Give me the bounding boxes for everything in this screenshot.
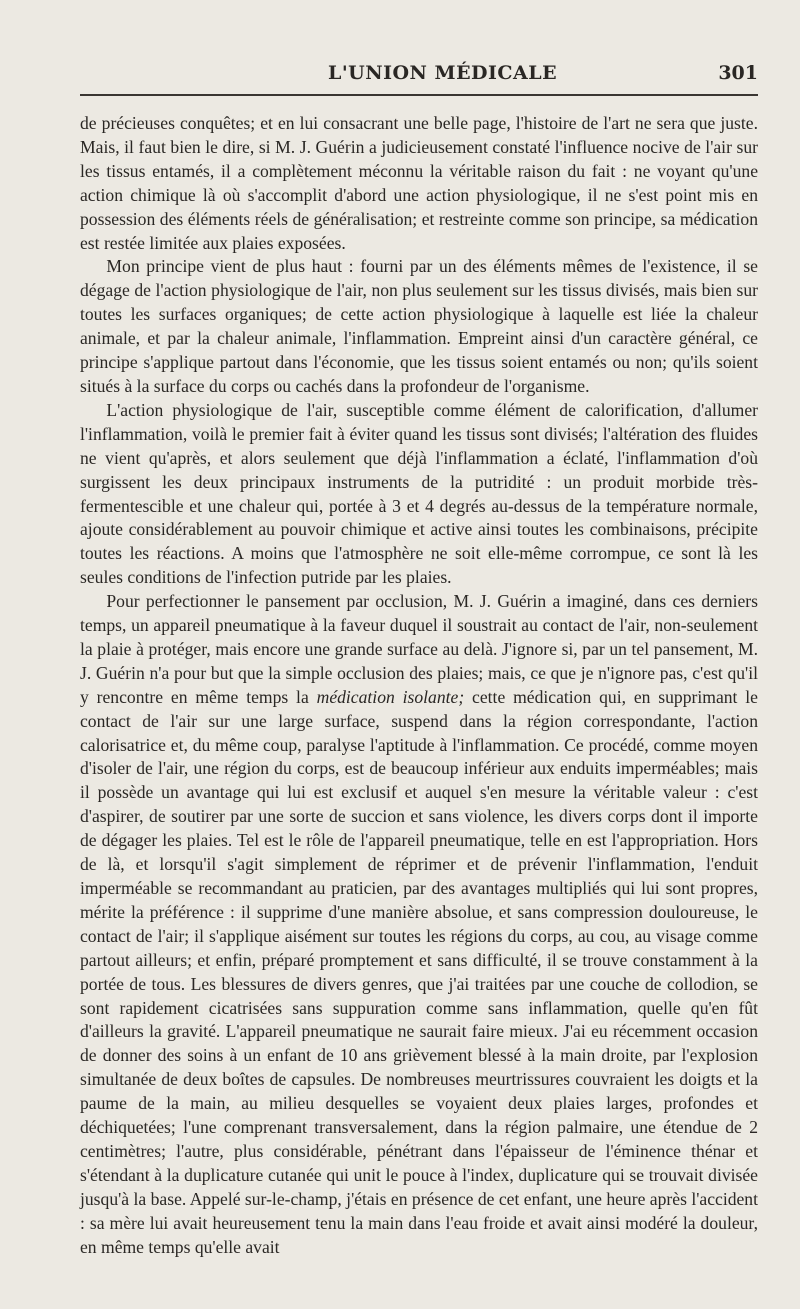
header-rule [80, 94, 758, 96]
italic-term: médication isolante; [316, 686, 465, 707]
page-header [80, 0, 758, 96]
body-text [80, 112, 758, 1260]
paragraph [80, 590, 758, 1259]
paragraph: Mon principe vient de plus haut : fourni par un des éléments mêmes de l'existence, il se dégage de l'action physiologique de l'air, non plus seulement sur les tissus divisés, mais bien sur toutes les surfaces organiques; de cette action physiologique à laquelle est liée la chaleur animale, et par la chaleur animale, l'inflammation. Empreint ainsi d'un caractère général, ce principe s'applique partout dans l'économie, que les tissus soient entamés ou non; qu'ils soient situés à la surface du corps ou cachés dans la profondeur de l'organisme. [80, 256, 758, 396]
page-number: 301 [718, 62, 758, 84]
paragraph-text: Pour perfectionner le pansement par occlusion, M. J. Guérin a imaginé, dans ces derniers temps, un appareil pneumatique à la faveur duquel il soustrait au contact de l'air, non-seulement la plaie à protéger, mais encore une grande surface au delà. J'ignore si, par un tel pansement, M. J. Guérin n'a pour but que la simple occlusion des plaies; mais, ce que je n'ignore pas, c'est qu'il y rencontre en même temps la [80, 591, 758, 707]
running-title: L'UNION MÉDICALE [328, 62, 558, 84]
paragraph: L'action physiologique de l'air, susceptible comme élément de calorification, d'allumer l'inflammation, voilà le premier fait à éviter quand les tissus sont divisés; l'altération des fluides ne vient qu'après, et alors seulement que déjà l'inflammation a éclaté, l'inflammation d'où surgissent les deux principaux instruments de la putridité : un produit morbide très-fermentescible et une chaleur qui, portée à 3 et 4 degrés au-dessus de la température normale, ajoute considérablement au pouvoir chimique et active ainsi toutes les combinaisons, précipite toutes les réactions. A moins que l'atmosphère ne soit elle-même corrompue, ce sont là les seules conditions de l'infection putride par les plaies. [80, 399, 758, 588]
paragraph-text: cette médication qui, en supprimant le contact de l'air sur une large surface, suspend dans la région correspondante, l'action calorisatrice et, du même coup, paralyse l'aptitude à l'inflammation. Ce procédé, comme moyen d'isoler de l'air, une région du corps, est de beaucoup inférieur aux enduits imperméables; mais il possède un avantage qui lui est exclusif et auquel s'en mesure la véritable valeur : c'est d'aspirer, de soutirer par une sorte de succion et sans violence, les divers corps dont il importe de dégager les plaies. Tel est le rôle de l'appareil pneumatique, telle en est l'appropriation. Hors de là, et lorsqu'il s'agit simplement de réprimer et de prévenir l'inflammation, l'enduit imperméable se recommandant au praticien, par des avantages multipliés qui lui sont propres, mérite la préférence : il supprime d'une manière absolue, et sans compression douloureuse, le contact de l'air; il s'applique aisément sur toutes les régions du corps, au cou, au visage comme partout ailleurs; et enfin, préparé promptement et sans difficulté, il se trouve constamment à la portée de tous. Les blessures de divers genres, que j'ai traitées par une couche de collodion, se sont rapidement cicatrisées sans suppuration comme sans inflammation, quelle qu'en fût d'ailleurs la gravité. L'appareil pneumatique ne saurait faire mieux. J'ai eu récemment occasion de donner des soins à un enfant de 10 ans grièvement blessé à la main droite, par l'explosion simultanée de deux boîtes de capsules. De nombreuses meurtrissures couvraient les doigts et la paume de la main, au milieu desquelles se voyaient deux plaies larges, profondes et déchiquetées; l'une comprenant transversalement, dans la région palmaire, une étendue de 2 centimètres; l'autre, plus considérable, pénétrant dans l'épaisseur de l'éminence thénar et s'étendant à la duplicature cutanée qui unit le pouce à l'index, duplicature qui se trouvait divisée jusqu'à la base. Appelé sur-le-champ, j'étais en présence de cet enfant, une heure après l'accident : sa mère lui avait heureusement tenu la main dans l'eau froide et avait ainsi modéré la douleur, en même temps qu'elle avait [80, 686, 758, 1257]
paragraph: de précieuses conquêtes; et en lui consacrant une belle page, l'histoire de l'art ne sera que juste. Mais, il faut bien le dire, si M. J. Guérin a judicieusement constaté l'influence nocive de l'air sur les tissus entamés, il a complètement méconnu la véritable raison du fait : ne voyant qu'une action chimique là où s'accomplit d'abord une action physiologique, il ne s'est point mis en possession des éléments réels de généralisation; et restreinte comme son principe, sa médication est restée limitée aux plaies exposées. [80, 113, 758, 253]
